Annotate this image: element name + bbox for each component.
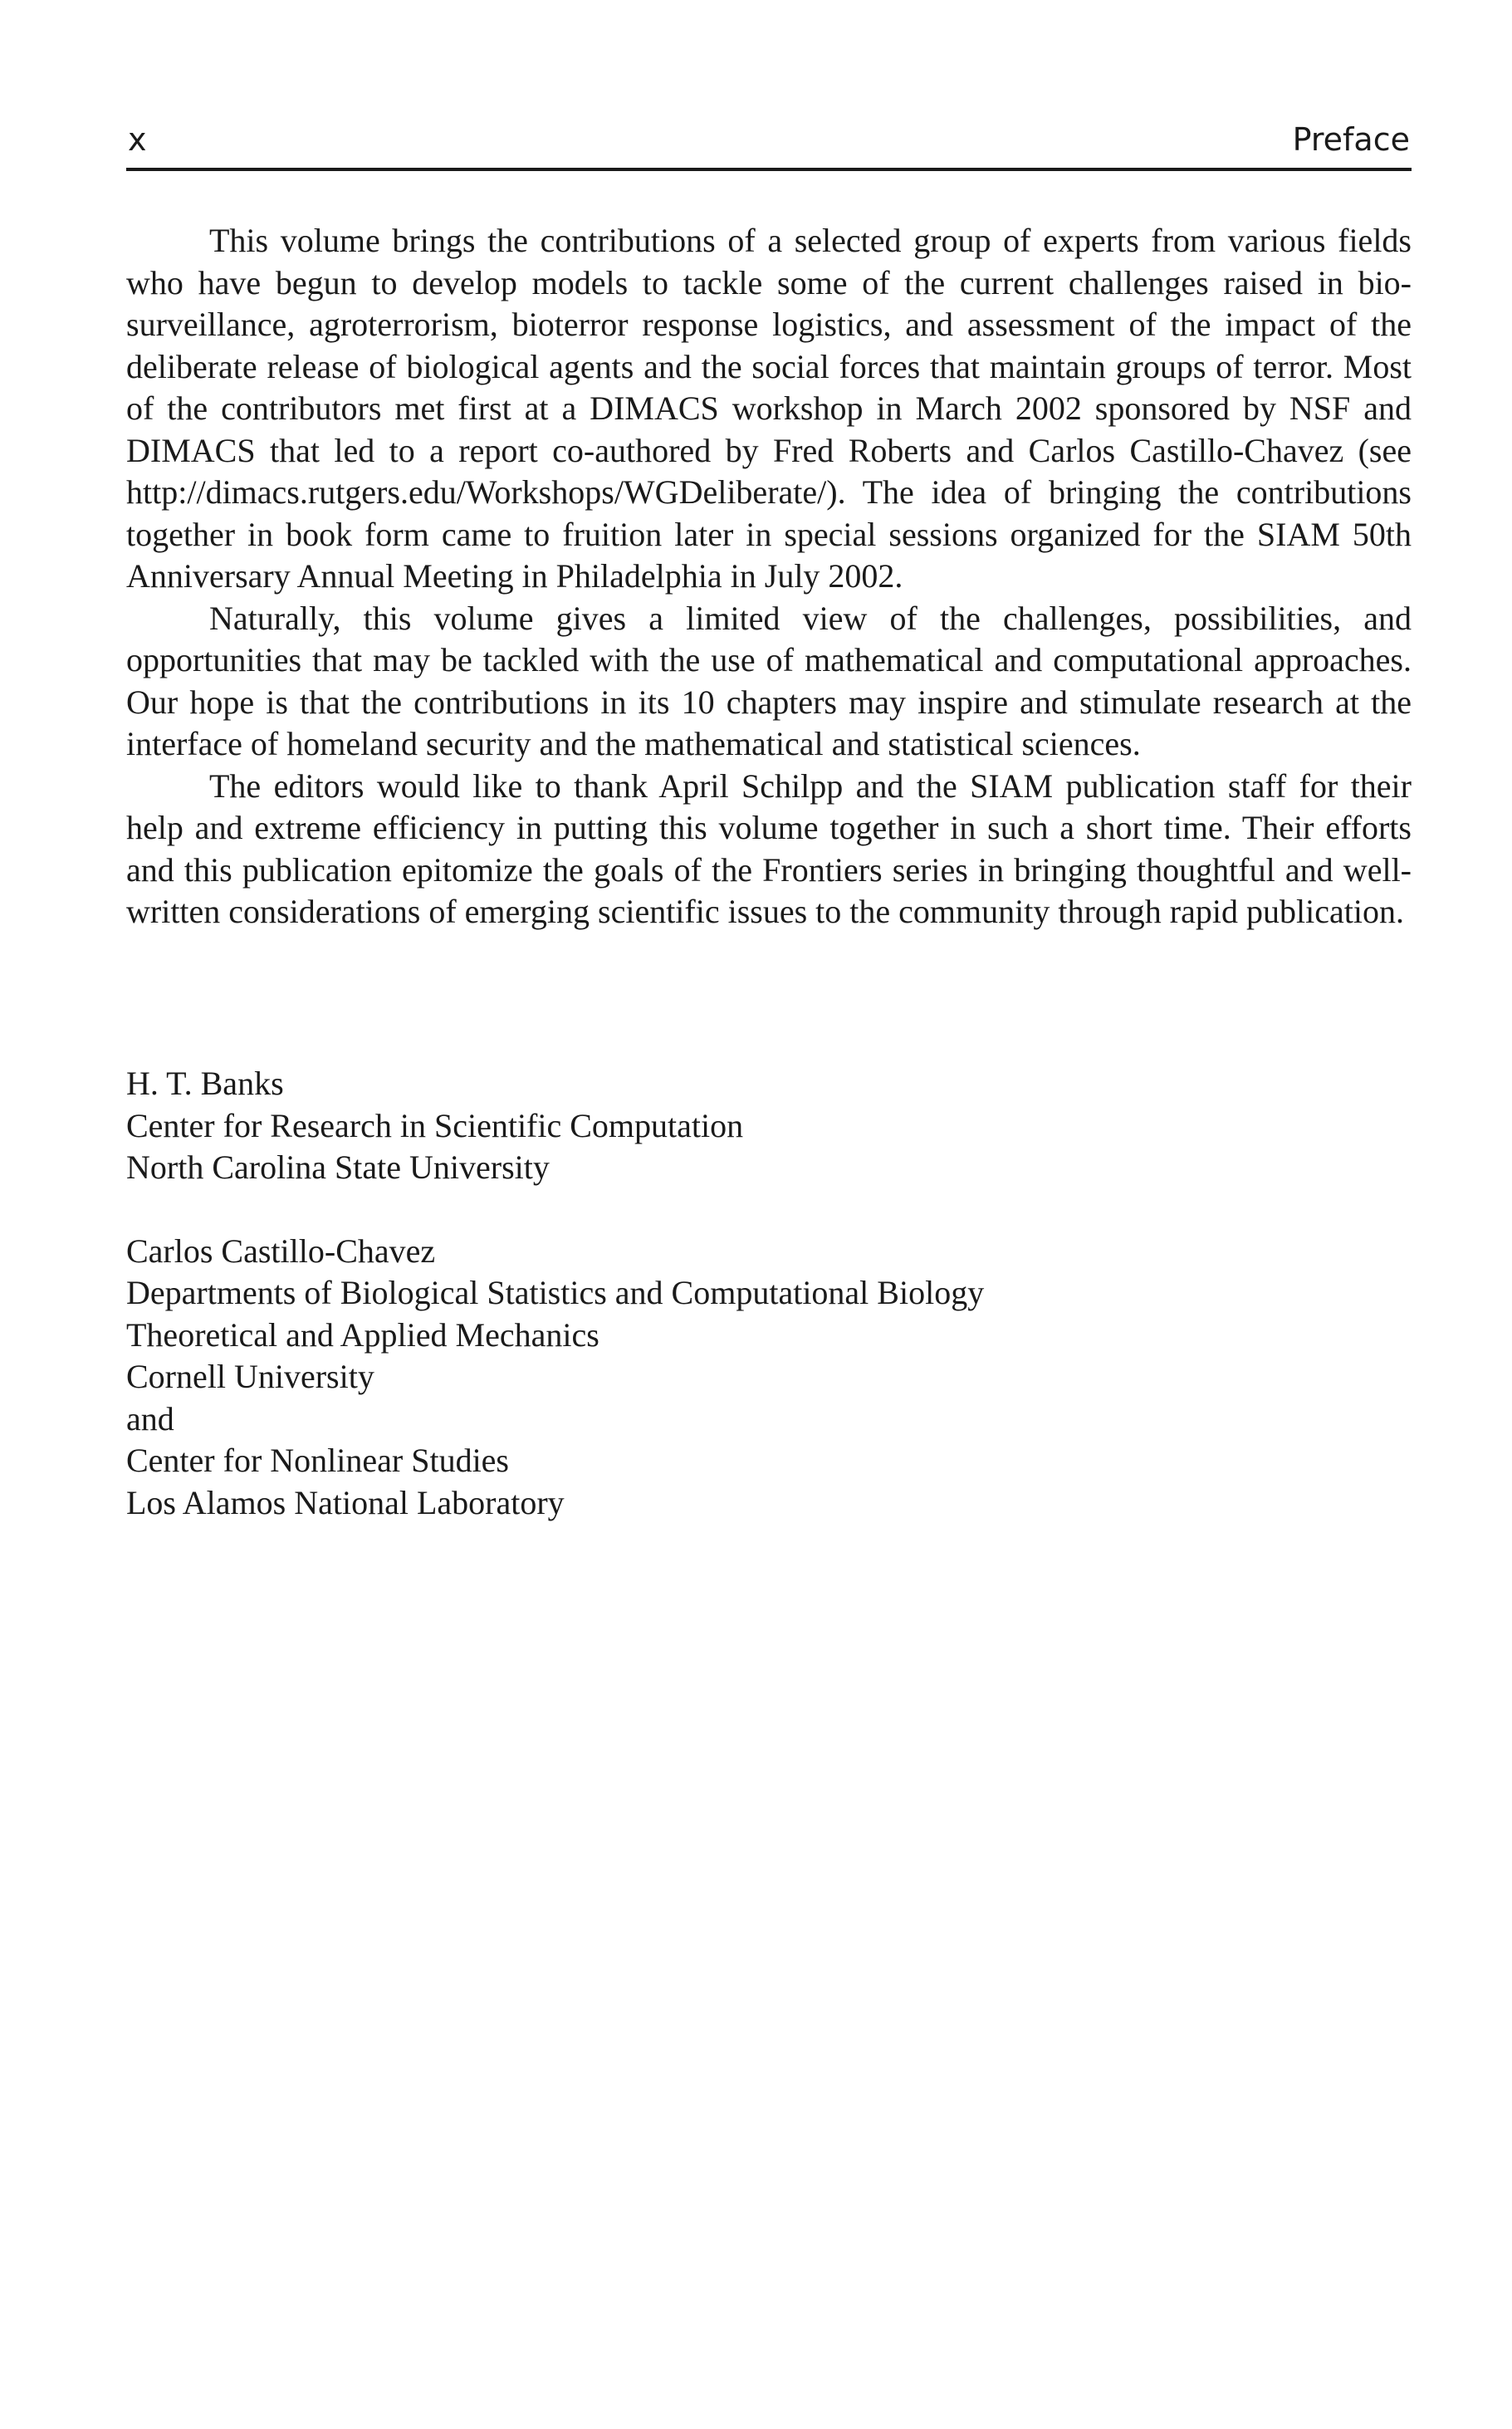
preface-body (126, 220, 1412, 933)
editor-signatures (126, 1063, 1412, 1565)
editor-affiliation-line: Los Alamos National Laboratory (126, 1483, 565, 1521)
editor-affiliation-line: North Carolina State University (126, 1148, 550, 1186)
page-header (126, 116, 1412, 171)
editor-affiliation-line: and (126, 1399, 174, 1437)
page-number: x (128, 121, 147, 158)
editor-affiliation-line: Center for Nonlinear Studies (126, 1442, 509, 1479)
editor-block-castillo-chavez (126, 1231, 1412, 1525)
paragraph-1: This volume brings the contributions of a selected group of experts from various fields who have begun to develop models to tackle some of the current challenges raised in bio-surveillance, agroterrorism, bioterror response logistics, and assessment of the impact of the deliberate release of biological agents and the social forces that maintain groups of terror. Most of the contributors met first at a DIMACS workshop in March 2002 sponsored by NSF and DIMACS that led to a report co-authored by Fred Roberts and Carlos Castillo-Chavez (see http://dimacs.rutgers.edu/Workshops/WGDeliberate/). The idea of bringing the contributions together in book form came to fruition later in special sessions organized for the SIAM 50th Anniversary Annual Meeting in Philadelphia in July 2002. (126, 222, 1412, 595)
editor-name: Carlos Castillo-Chavez (126, 1232, 436, 1270)
editor-block-banks (126, 1063, 1412, 1189)
running-title: Preface (1292, 121, 1410, 158)
editor-affiliation-line: Cornell University (126, 1358, 374, 1395)
editor-affiliation-line: Center for Research in Scientific Computation (126, 1106, 744, 1144)
paragraph-3: The editors would like to thank April Schilpp and the SIAM publication staff for their help and extreme efficiency in putting this volume together in such a short time. Their efforts and this publication epitomize the goals of the Frontiers series in bringing thoughtful and well-written considerations of emerging scientific issues to the community through rapid publication. (126, 766, 1412, 930)
editor-affiliation-line: Theoretical and Applied Mechanics (126, 1315, 599, 1354)
paragraph-2: Naturally, this volume gives a limited view of the challenges, possibilities, and opportunities that may be tackled with the use of mathematical and computational approaches. Our hope is that the contributions in its 10 chapters may inspire and stimulate research at the interface of homeland security and the mathematical and statistical sciences. (126, 599, 1412, 762)
editor-affiliation-line: Departments of Biological Statistics and Computational Biology (126, 1274, 985, 1311)
editor-name: H. T. Banks (126, 1065, 284, 1102)
